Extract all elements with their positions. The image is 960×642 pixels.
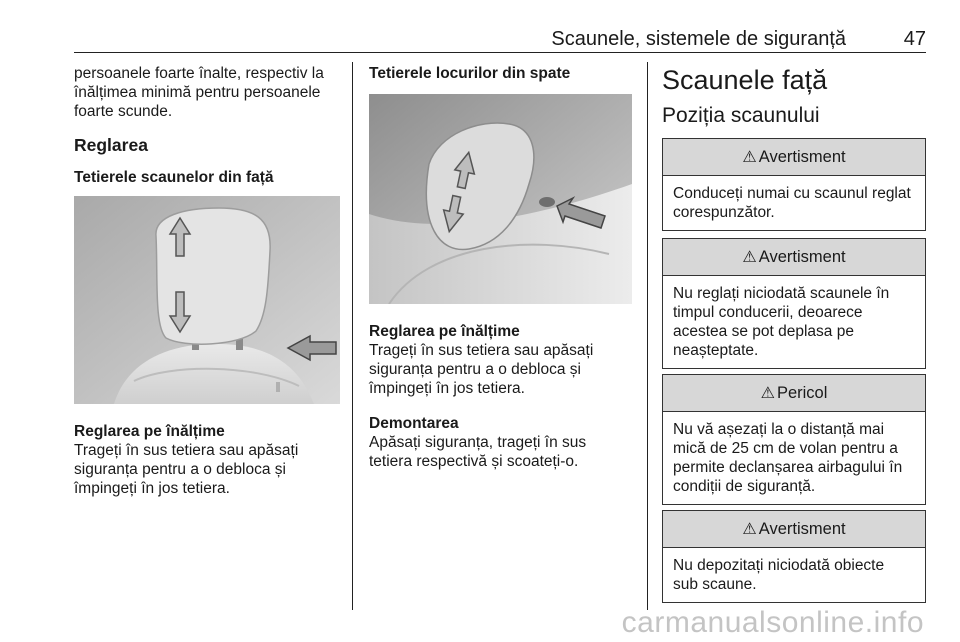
- warning-text-line: corespunzător.: [673, 204, 775, 221]
- rear-caption-line-3: împingeți în jos tetiera.: [369, 380, 525, 397]
- warning-box-header: [663, 511, 925, 548]
- warning-box-2: [662, 238, 926, 369]
- warning-label: Avertisment: [758, 519, 846, 538]
- warning-text-line: neașteptate.: [673, 342, 759, 359]
- danger-text-line: mică de 25 cm de volan pentru a: [673, 440, 898, 457]
- danger-box-header: [663, 375, 925, 412]
- column-2: [369, 64, 635, 83]
- front-headrest-figure: [74, 196, 340, 404]
- danger-label: Pericol: [776, 383, 828, 402]
- front-caption-title: Reglarea pe înălțime: [74, 423, 225, 440]
- rear-caption-line-2: siguranța pentru a o debloca și: [369, 361, 581, 378]
- page-header: [74, 26, 926, 53]
- danger-box: [662, 374, 926, 505]
- section-heading: Reglarea: [74, 135, 148, 155]
- page-number: 47: [903, 28, 926, 50]
- column-divider-2: [647, 62, 648, 610]
- warning-triangle-icon: ⚠: [742, 249, 757, 266]
- warning-box-body: [663, 176, 925, 230]
- front-caption-line-2: siguranța pentru a o debloca și: [74, 461, 286, 478]
- warning-text-line: sub scaune.: [673, 576, 757, 593]
- danger-text-line: condiții de siguranță.: [673, 478, 816, 495]
- warning-box-header: [663, 239, 925, 276]
- rear-caption: [369, 322, 639, 471]
- removal-line-2: tetiera respectivă și scoateți-o.: [369, 453, 579, 470]
- danger-text-line: Nu vă așezați la o distanță mai: [673, 421, 885, 438]
- column-1: [74, 64, 340, 187]
- warning-text-line: Nu depozitați niciodată obiecte: [673, 557, 885, 574]
- warning-triangle-icon: ⚠: [742, 521, 757, 538]
- header-title: Scaunele, sistemele de siguranță: [551, 28, 846, 50]
- warning-box-body: [663, 548, 925, 602]
- removal-line-1: Apăsați siguranța, trageți în sus: [369, 434, 587, 451]
- intro-line-3: foarte scunde.: [74, 103, 173, 120]
- warning-triangle-icon: ⚠: [742, 149, 757, 166]
- danger-text-line: permite declanșarea airbagului în: [673, 459, 903, 476]
- watermark: carmanualsonline.info: [621, 606, 924, 639]
- front-caption-line-1: Trageți în sus tetiera sau apăsați: [74, 442, 299, 459]
- rear-caption-title: Reglarea pe înălțime: [369, 323, 520, 340]
- front-caption: [74, 422, 340, 498]
- warning-label: Avertisment: [758, 247, 846, 266]
- warning-box-body: [663, 276, 925, 368]
- warning-text-line: acestea se pot deplasa pe: [673, 323, 854, 340]
- rear-headrest-figure: [369, 94, 632, 304]
- danger-box-body: [663, 412, 925, 504]
- warning-label: Avertisment: [758, 147, 846, 166]
- rear-caption-line-1: Trageți în sus tetiera sau apăsați: [369, 342, 594, 359]
- section-title: Scaunele față: [662, 65, 828, 95]
- warning-text-line: Nu reglați niciodată scaunele în: [673, 285, 890, 302]
- warning-triangle-icon: ⚠: [760, 385, 775, 402]
- intro-line-1: persoanele foarte înalte, respectiv la: [74, 65, 324, 82]
- front-headrest-illustration: [74, 196, 340, 404]
- warning-box-3: [662, 510, 926, 603]
- rear-headrest-heading: Tetierele locurilor din spate: [369, 65, 571, 82]
- front-caption-line-3: împingeți în jos tetiera.: [74, 480, 230, 497]
- warning-box-1: [662, 138, 926, 231]
- section-subtitle: Poziția scaunului: [662, 104, 820, 127]
- warning-text-line: timpul conducerii, deoarece: [673, 304, 863, 321]
- removal-title: Demontarea: [369, 415, 459, 432]
- column-divider-1: [352, 62, 353, 610]
- warning-text-line: Conduceți numai cu scaunul reglat: [673, 185, 911, 202]
- intro-line-2: înălțimea minimă pentru persoanele: [74, 84, 321, 101]
- subsection-heading: Tetierele scaunelor din față: [74, 169, 274, 186]
- column-3: [662, 64, 924, 129]
- warning-box-header: [663, 139, 925, 176]
- rear-headrest-illustration: [369, 94, 632, 304]
